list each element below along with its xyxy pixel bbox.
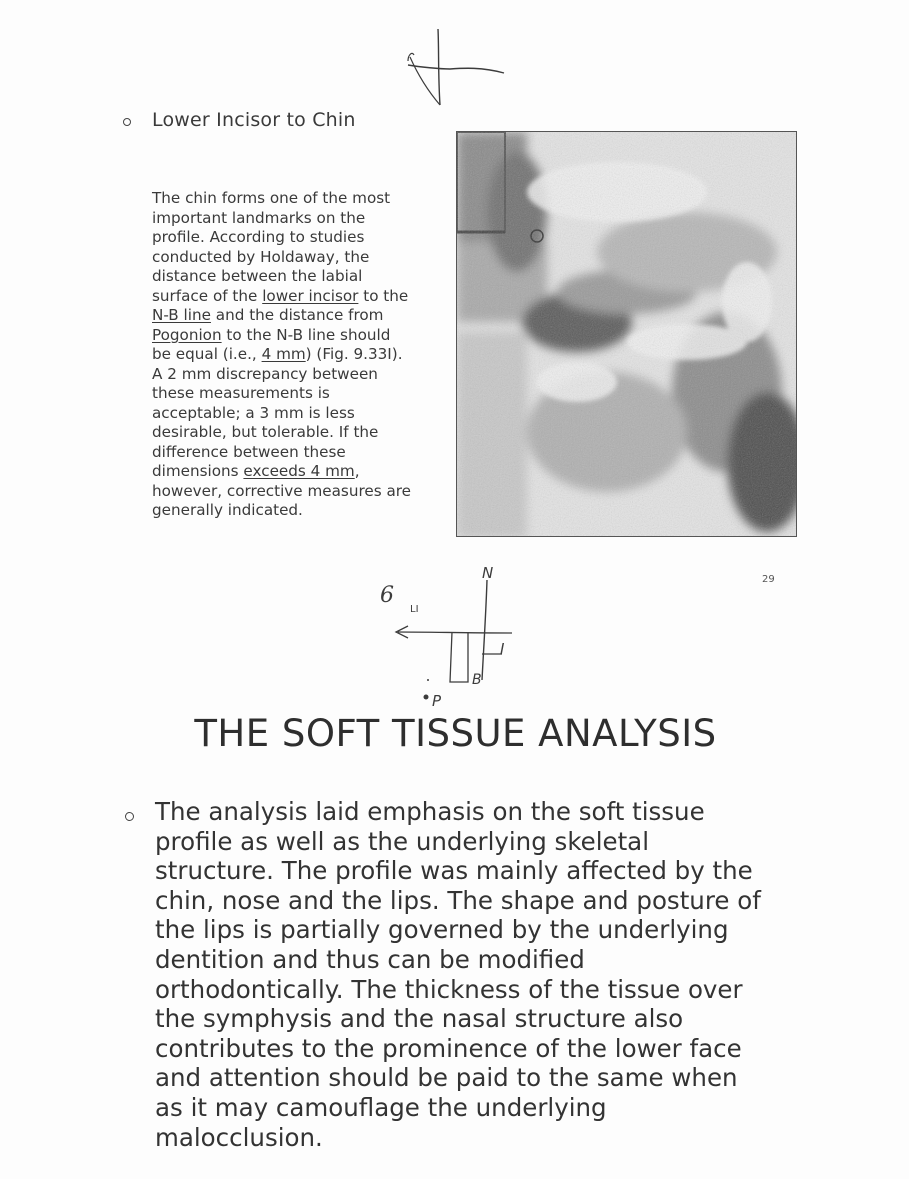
text-segment: and the distance from [210, 306, 384, 324]
sketch-label-p: P [432, 692, 442, 710]
cephalometric-xray-image [456, 131, 797, 537]
sketch-label-li: LI [410, 604, 419, 615]
section-body-line: however, corrective measures are [152, 481, 412, 500]
underlined-term: lower incisor [262, 286, 359, 305]
section-body-line [152, 326, 444, 346]
bullet-icon [123, 118, 131, 126]
slide-title-text: THE SOFT TISSUE ANALYSIS [194, 712, 717, 755]
sketch-label-i: I [500, 640, 505, 658]
paragraph-line: malocclusion. [155, 1122, 323, 1152]
paragraph-line: orthodontically. The thickness of the tissue over [155, 974, 743, 1004]
text-segment: be equal (i.e., [152, 345, 262, 363]
section-body-line [152, 306, 444, 326]
paragraph-line: as it may camouflage the underlying [155, 1092, 607, 1122]
paragraph-line: dentition and thus can be modified [155, 944, 585, 974]
section-body-line: The chin forms one of the most [152, 189, 391, 207]
paragraph-line: chin, nose and the lips. The shape and posture of [155, 885, 761, 915]
section-body-text [152, 189, 444, 521]
handwritten-nb-line-sketch [370, 562, 540, 712]
sketch-label-number: 6 [380, 583, 394, 608]
page-number: 29 [762, 574, 775, 585]
section-body-line [152, 287, 444, 307]
section-body-line: important landmarks on the [152, 208, 366, 227]
underlined-term: N-B line [152, 306, 211, 324]
section-body-line: difference between these [152, 442, 346, 461]
slide-title [0, 712, 909, 755]
section-body-line [152, 345, 444, 365]
text-segment: surface of the [152, 286, 263, 305]
paragraph-line: contributes to the prominence of the lower face [155, 1033, 742, 1063]
handwritten-cross-mark [400, 25, 510, 110]
paragraph-line: profile as well as the underlying skeletal [155, 826, 650, 856]
section-body-line: generally indicated. [152, 501, 303, 519]
underlined-term: Pogonion [152, 325, 222, 344]
paragraph-line: structure. The profile was mainly affected by the [155, 856, 753, 886]
section-body-line: acceptable; a 3 mm is less [152, 403, 355, 422]
section-body-line: A 2 mm discrepancy between [152, 364, 378, 383]
section-heading: Lower Incisor to Chin [152, 109, 356, 131]
main-paragraph [155, 797, 795, 1152]
text-segment: , [354, 462, 360, 480]
paragraph-line: and attention should be paid to the same when [155, 1063, 738, 1093]
sketch-label-n: N [482, 564, 494, 582]
text-segment: dimensions [152, 462, 244, 480]
section-body-line [152, 462, 444, 482]
section-body-line: desirable, but tolerable. If the [152, 423, 379, 441]
text-segment: to the [358, 286, 409, 305]
section-body-line: these measurements is [152, 384, 330, 402]
text-segment: ) (Fig. 9.33I). [305, 345, 403, 363]
section-body-line: conducted by Holdaway, the [152, 247, 370, 266]
section-body-line: distance between the labial [152, 267, 363, 285]
paragraph-line: The analysis laid emphasis on the soft tissue [155, 797, 705, 826]
sketch-label-b: B [472, 672, 482, 688]
text-segment: to the N-B line should [221, 325, 391, 344]
section-body-line: profile. According to studies [152, 228, 365, 246]
underlined-term: 4 mm [261, 345, 306, 363]
paragraph-line: the symphysis and the nasal structure also [155, 1004, 684, 1034]
paragraph-line: the lips is partially governed by the underlying [155, 915, 729, 945]
underlined-term: exceeds 4 mm [243, 462, 355, 480]
bullet-icon [125, 812, 134, 821]
